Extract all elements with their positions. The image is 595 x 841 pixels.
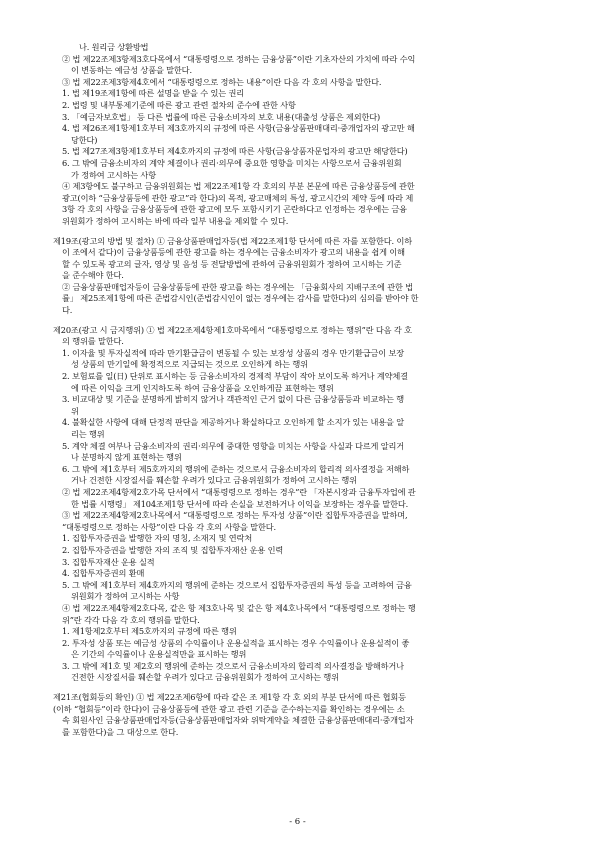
text-line: 거나 건전한 시장질서를 훼손할 우려가 있다고 금융위원회가 정하여 고시하는 행위 — [71, 475, 357, 486]
text-line: 건전한 시장질서를 훼손할 우려가 있다고 금융위원회가 정하여 고시하는 행위 — [71, 672, 339, 683]
text-line: 제19조(광고의 방법 및 절차) ① 금융상품판매업자등(법 제22조제1항 단서에 따른 자를 포함한다. 이하 — [53, 235, 412, 246]
paragraph-gap — [53, 317, 543, 325]
text-line: 률」 제25조제1항에 따른 준법감시인(준법감시인이 없는 경우에는 감사를 말한다)의 심의를 받아야 한 — [62, 293, 419, 304]
text-line: 1. 이자율 및 투자실적에 따라 만기환급금이 변동될 수 있는 보장성 상품의 경우 만기환급금이 보장 — [62, 347, 405, 358]
text-line: 나 분명하지 않게 표현하는 행위 — [71, 452, 182, 463]
text-line: 위원회가 정하여 고시하는 사항 — [71, 591, 180, 602]
text-line: 2. 법령 및 내부통제기준에 따른 광고 관련 절차의 준수에 관한 사항 — [62, 99, 296, 110]
text-line: 를 포함한다)을 그 대상으로 한다. — [62, 726, 179, 737]
text-line: “대통령령으로 정하는 사항”이란 다음 각 호의 사항을 말한다. — [62, 521, 276, 532]
text-line: 의 행위를 말한다. — [62, 336, 124, 347]
text-line: ④ 제3항에도 불구하고 금융위원회는 법 제22조제1항 각 호의의 부분 본문에 따른 금융상품등에 관한 — [62, 181, 415, 192]
paragraph-gap — [53, 228, 543, 236]
text-line: 6. 그 밖에 금융소비자의 계약 체결이나 권리·의무에 중요한 영향을 미치는 사항으로서 금융위원회 — [62, 157, 402, 168]
text-line: 다. — [62, 305, 73, 316]
text-line: 2. 집합투자증권을 발행한 자의 조직 및 집합투자재산 운용 인력 — [62, 544, 284, 555]
text-line: 이 조에서 같다)이 금융상품등에 관한 광고를 하는 경우에는 금융소비자가 광고의 내용을 쉽게 이해 — [62, 247, 405, 258]
text-line: 위원회가 정하여 고시하는 바에 따라 일부 내용을 제외할 수 있다. — [62, 215, 289, 226]
text-line: 4. 법 제26조제1항제1호부터 제3호까지의 규정에 따른 사항(금융상품판매대리·중개업자의 광고만 해 — [62, 123, 415, 134]
text-line: (이하 “협회등”이라 한다)이 금융상품등에 관한 광고 관련 기준을 준수하는지를 확인하는 경우에는 소 — [53, 703, 405, 714]
text-line: ② 법 제22조제4항제2호가목 단서에서 “대통령령으로 정하는 경우”란 「자본시장과 금융투자업에 관 — [62, 486, 416, 497]
text-line: 3. 집합투자재산 운용 실적 — [62, 556, 155, 567]
text-line: 을 준수해야 한다. — [62, 270, 124, 281]
text-line: 2. 투자성 상품 또는 예금성 상품의 수익률이나 운용실적을 표시하는 경우 수익률이나 운용실적이 좋 — [62, 637, 410, 648]
text-line: 5. 그 밖에 제1호부터 제4호까지의 행위에 준하는 것으로서 집합투자증권의 특성 등을 고려하여 금융 — [62, 579, 412, 590]
page-number: - 6 - — [289, 817, 306, 827]
text-line: 성 상품의 만기일에 확정적으로 지급되는 것으로 오인하게 하는 행위 — [71, 359, 308, 370]
text-line: ③ 법 제22조제3항제4호에서 “대통령령으로 정하는 내용”이란 다음 각 호의 사항을 말한다. — [62, 76, 382, 87]
text-line: 나. 원리금 상환방법 — [79, 42, 149, 52]
text-line: 1. 제1항제2호부터 제5호까지의 규정에 따른 행위 — [62, 626, 237, 637]
text-line: ③ 법 제22조제4항제2호나목에서 “대통령령으로 정하는 투자성 상품”이란 집합투자증권을 말하며, — [62, 510, 408, 521]
text-line: 3. 그 밖에 제1호 및 제2호의 행위에 준하는 것으로서 금융소비자의 합리적 의사결정을 방해하거나 — [62, 660, 404, 671]
text-line: ④ 법 제22조제4항제2호다목, 같은 항 제3호나목 및 같은 항 제4호나목에서 “대통령령으로 정하는 행 — [62, 602, 416, 613]
text-line: 5. 계약 체결 여부나 금융소비자의 권리·의무에 중대한 영향을 미치는 사항을 사실과 다르게 알리거 — [62, 440, 405, 451]
text-line: 당한다) — [71, 134, 98, 145]
text-line: 리는 행위 — [71, 429, 105, 439]
text-line: 이 변동하는 예금성 상품을 말한다. — [71, 65, 192, 76]
text-line: 6. 그 밖에 제1호부터 제5호까지의 행위에 준하는 것으로서 금융소비자의 합리적 의사결정을 저해하 — [62, 463, 410, 474]
text-line: 은 기간의 수익률이나 운용실적만을 표시하는 행위 — [71, 649, 247, 660]
text-line: 3. 「예금자보호법」 등 다른 법률에 따른 금융소비자의 보호 내용(대출성 상품은 제외한다) — [62, 111, 381, 122]
text-line: 3. 비교대상 및 기준을 분명하게 밝히지 않거나 객관적인 근거 없이 다른 금융상품등과 비교하는 행 — [62, 394, 405, 405]
text-line: 위”란 각각 다음 각 호의 행위를 말한다. — [62, 614, 200, 625]
text-line: 4. 집합투자증권의 환매 — [62, 568, 145, 579]
text-line: 4. 불확실한 사항에 대해 단정적 판단을 제공하거나 확실하다고 오인하게 할 소지가 있는 내용을 알 — [62, 417, 405, 428]
text-line: 한 법률 시행령」 제104조제1항 단서에 따라 손실을 보전하거나 이익을 보장하는 경우를 말한다. — [71, 498, 409, 509]
text-line: 2. 보험료를 일(日) 단위로 표시하는 등 금융소비자의 경제적 부담이 작아 보이도록 하거나 계약체결 — [62, 371, 408, 382]
text-line: 속 회원사인 금융상품판매업자등(금융상품판매업자와 위탁계약을 체결한 금융상품판매대리·중개업자 — [62, 715, 414, 726]
text-line: 1. 집합투자증권을 발행한 자의 명칭, 소재지 및 연락처 — [62, 533, 253, 544]
text-line: 할 수 있도록 광고의 글자, 영상 및 음성 등 전달방법에 관하여 금융위원회가 정하여 고시하는 기준 — [62, 258, 402, 269]
text-line: ② 법 제22조제3항제3호다목에서 “대통령령으로 정하는 금융상품”이란 기초자산의 가치에 따라 수익 — [62, 53, 416, 64]
paragraph-gap — [53, 684, 543, 692]
text-line: 1. 법 제19조제1항에 따른 설명을 받을 수 있는 권리 — [62, 88, 244, 99]
text-line: 광고(이하 “금융상품등에 관한 광고”라 한다)의 목적, 광고매체의 특성, 광고시간의 제약 등에 따라 제 — [62, 192, 414, 203]
document-body — [53, 42, 543, 738]
text-line: 3항 각 호의 사항을 금융상품등에 관한 광고에 모두 포함시키기 곤란하다고 인정하는 경우에는 금융 — [62, 204, 407, 215]
text-line: 위 — [71, 405, 79, 416]
text-line: 제20조(광고 시 금지행위) ① 법 제22조제4항제1호마목에서 “대통령령으로 정하는 행위”란 다음 각 호 — [53, 324, 412, 335]
text-line: 가 정하여 고시하는 사항 — [71, 169, 156, 180]
text-line: ② 금융상품판매업자등이 금융상품등에 관한 광고를 하는 경우에는 「금융회사의 지배구조에 관한 법 — [62, 281, 413, 292]
text-line: 제21조(협회등의 확인) ① 법 제22조제6항에 따라 같은 조 제1항 각 호 외의 부분 단서에 따른 협회등 — [53, 692, 406, 703]
text-line: 5. 법 제27조제3항제1호부터 제4호까지의 규정에 따른 사항(금융상품자문업자의 광고만 해당한다) — [62, 146, 408, 157]
text-line: 에 따른 이익을 크게 인지하도록 하여 금융상품을 오인하게끔 표현하는 행위 — [71, 382, 334, 393]
